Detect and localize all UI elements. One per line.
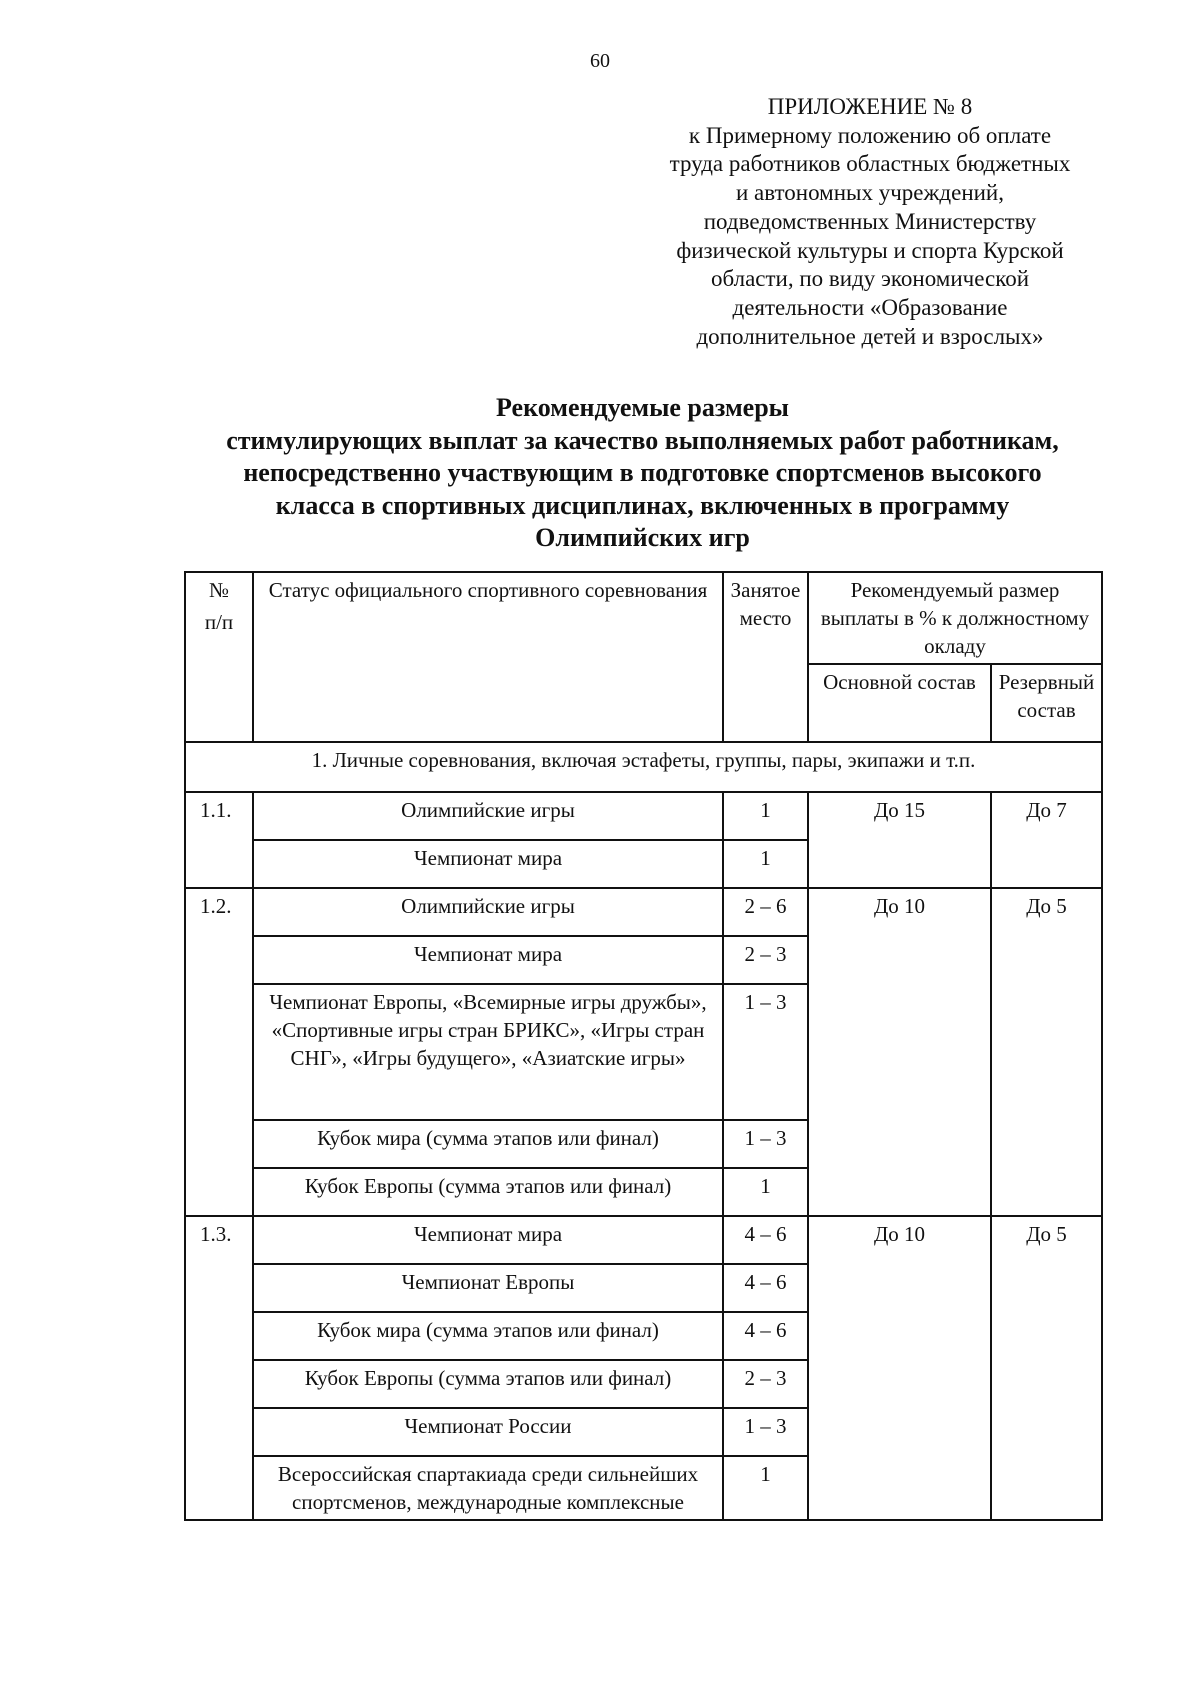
place: 2 – 3 [723,936,808,984]
main-team-payment: До 15 [808,792,991,888]
section-row [185,742,1102,792]
place: 1 [723,1456,808,1520]
place: 1 [723,1168,808,1216]
reserve-team-payment: До 5 [991,1216,1102,1520]
payments-table [184,571,1103,1521]
header-place: Занятое место [723,572,808,742]
title-line: Олимпийских игр [535,523,750,552]
place: 1 – 3 [723,1408,808,1456]
competition-status: Кубок мира (сумма этапов или финал) [253,1312,723,1360]
competition-status: Чемпионат России [253,1408,723,1456]
competition-status: Чемпионат Европы [253,1264,723,1312]
appendix-line: физической культуры и спорта Курской [676,237,1064,263]
header-main-team: Основной состав [808,664,991,742]
header-row [185,572,1102,664]
section-title: 1. Личные соревнования, включая эстафеты, группы, пары, экипажи и т.п. [185,742,1102,792]
place: 1 – 3 [723,984,808,1120]
page-number: 60 [590,50,610,72]
place: 1 – 3 [723,1120,808,1168]
title-line: класса в спортивных дисциплинах, включенных в программу [275,490,1010,520]
place: 4 – 6 [723,1216,808,1264]
appendix-line: деятельности «Образование [732,294,1008,320]
place: 4 – 6 [723,1312,808,1360]
place: 1 [723,792,808,840]
table-row [185,1216,1102,1264]
header-number [185,572,253,742]
competition-status: Чемпионат Европы, «Всемирные игры дружбы», «Спортивные игры стран БРИКС», «Игры стран СНГ», «Игры будущего», «Азиатские игры» [253,984,723,1120]
competition-status: Олимпийские игры [253,888,723,936]
header-recommended: Рекомендуемый размер выплаты в % к должностному окладу [808,572,1102,664]
appendix-line: ПРИЛОЖЕНИЕ № 8 [767,94,973,119]
competition-status: Олимпийские игры [253,792,723,840]
header-number-symbol: № [208,578,230,602]
competition-status: Чемпионат мира [253,936,723,984]
competition-status: Кубок мира (сумма этапов или финал) [253,1120,723,1168]
place: 2 – 3 [723,1360,808,1408]
appendix-line: подведомственных Министерству [703,208,1037,234]
competition-status: Кубок Европы (сумма этапов или финал) [253,1360,723,1408]
competition-status: Чемпионат мира [253,840,723,888]
title-line: стимулирующих выплат за качество выполняемых работ работникам, [226,425,1059,455]
place: 2 – 6 [723,888,808,936]
row-number: 1.3. [185,1216,253,1520]
reserve-team-payment: До 7 [991,792,1102,888]
table-row [185,888,1102,936]
appendix-line: труда работников областных бюджетных [669,151,1071,177]
place: 1 [723,840,808,888]
competition-status: Всероссийская спартакиада среди сильнейших спортсменов, международные комплексные [253,1456,723,1520]
title-line: Рекомендуемые размеры [496,393,789,422]
header-reserve-team: Резервный состав [991,664,1102,742]
appendix-line: дополнительное детей и взрослых» [696,323,1044,349]
appendix-line: и автономных учреждений, [736,180,1004,206]
main-team-payment: До 10 [808,1216,991,1520]
appendix-line: к Примерному положению об оплате [688,122,1052,148]
header-number-abbr: п/п [204,610,234,634]
appendix-header [620,93,1120,351]
title-line: непосредственно участвующим в подготовке спортсменов высокого [243,458,1042,487]
place: 4 – 6 [723,1264,808,1312]
main-team-payment: До 10 [808,888,991,1216]
row-number: 1.1. [185,792,253,888]
header-status: Статус официального спортивного соревнования [253,572,723,742]
document-title [130,392,1155,555]
reserve-team-payment: До 5 [991,888,1102,1216]
competition-status: Кубок Европы (сумма этапов или финал) [253,1168,723,1216]
appendix-line: области, по виду экономической [710,266,1030,292]
competition-status: Чемпионат мира [253,1216,723,1264]
table-row [185,792,1102,840]
row-number: 1.2. [185,888,253,1216]
